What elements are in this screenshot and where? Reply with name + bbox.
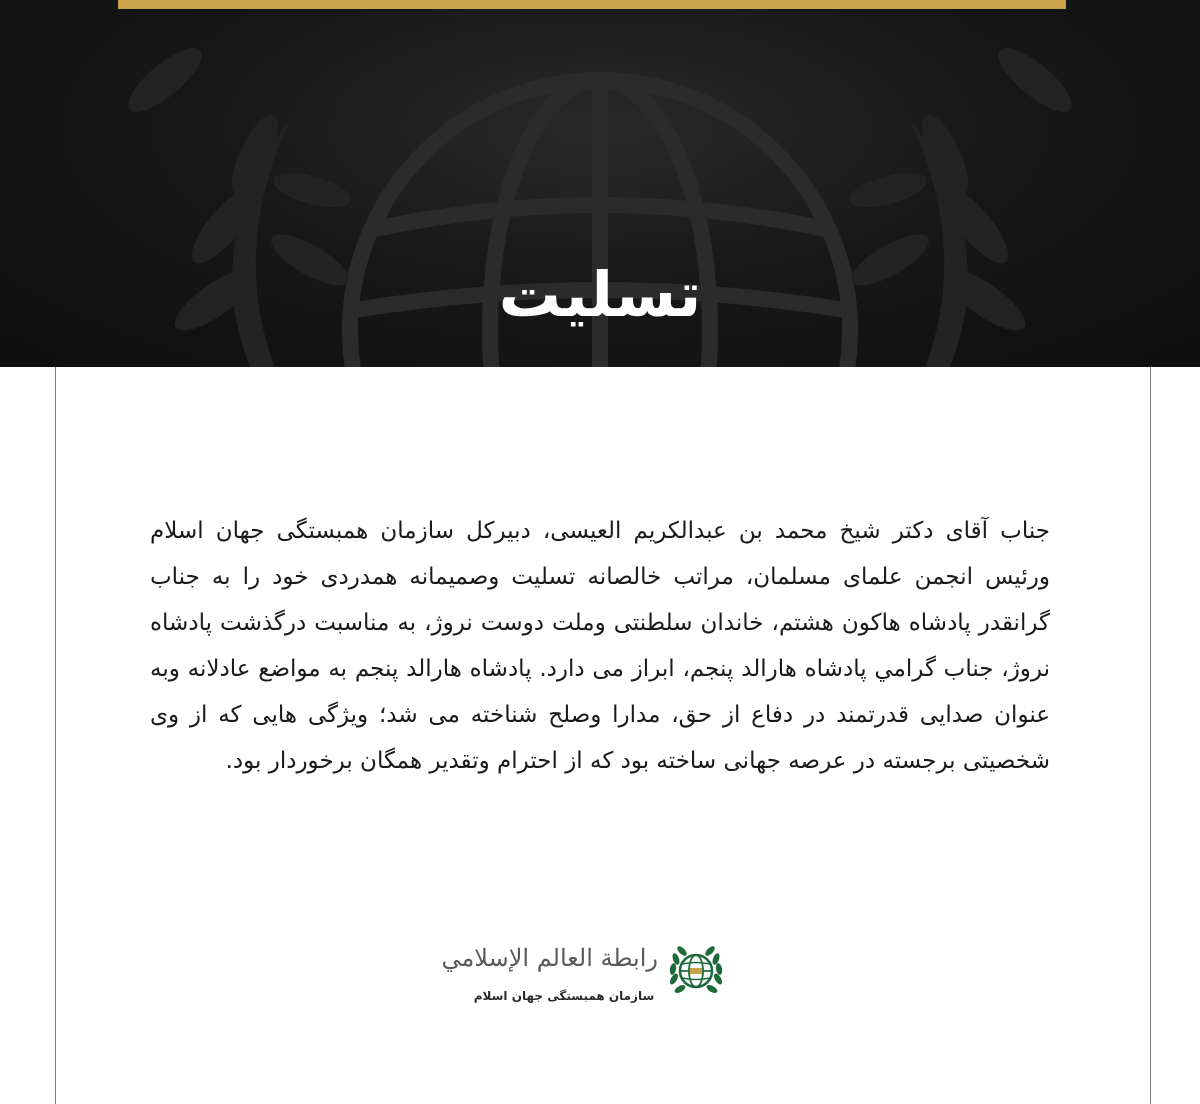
globe-laurel-emblem-icon bbox=[664, 939, 728, 1003]
logo-arabic-name: رابطة العالم الإسلامي bbox=[441, 944, 658, 972]
organization-logo bbox=[441, 935, 732, 1015]
logo-persian-name: سازمان همبستگی جهان اسلام bbox=[473, 989, 655, 1003]
condolence-message: جناب آقای دکتر شیخ محمد بن عبدالکریم العیسی، دبیرکل سازمان همبستگی جهان اسلام ورئیس انجمن علمای مسلمان، مراتب خالصانه تسلیت وصمیمانه همدردی خود را به جناب گرانقدر پادشاه هاکون هشتم، خاندان سلطنتی وملت دوست نروژ، به مناسبت درگذشت پادشاه نروژ، جناب گرامي پادشاه هارالد پنجم، ابراز می دارد. پادشاه هارالد پنجم به مواضع عادلانه وبه عنوان صدایی قدرتمند در دفاع از حق، مدارا وصلح شناخته می شد؛ ویژگی هایی که از وی شخصیتی برجسته در عرصه جهانی ساخته بود که از احترام وتقدیر همگان برخوردار بود. bbox=[150, 518, 1050, 774]
header-banner bbox=[0, 0, 1200, 367]
page-title: تسلیت bbox=[498, 258, 702, 331]
